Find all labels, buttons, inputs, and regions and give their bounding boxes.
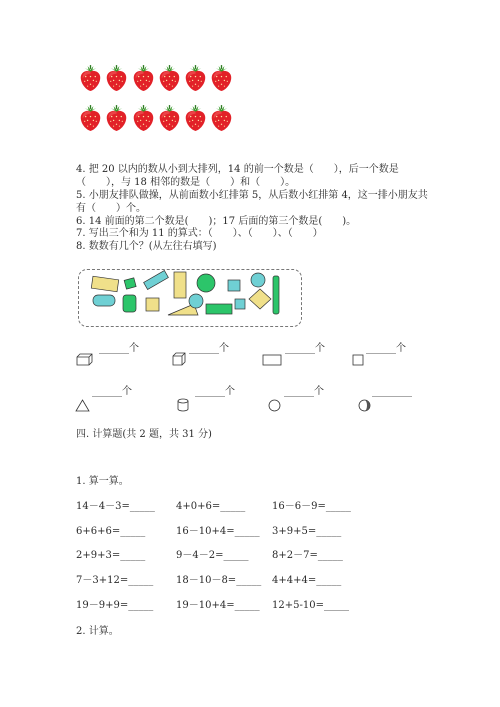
calc-r1-c3: 16－6－9=_____ bbox=[272, 501, 351, 512]
rectangle-icon bbox=[262, 354, 282, 366]
cuboid-icon bbox=[76, 353, 93, 366]
rectangle-shape bbox=[174, 272, 186, 298]
question-4-line-1: 4. 把 20 以内的数从小到大排列，14 的前一个数是（ ），后一个数是 bbox=[76, 164, 399, 175]
question-8: 8. 数数有几个？(从左往右填写) bbox=[76, 241, 217, 252]
strawberry-icon bbox=[105, 105, 128, 132]
rectangle-shape bbox=[91, 276, 118, 292]
cylinder-shape bbox=[93, 295, 115, 306]
question-7: 7. 写出三个和为 11 的算式：（ ）、（ ）、（ ） bbox=[76, 228, 323, 239]
answer-blank-cylinder[interactable]: ______个 bbox=[195, 386, 235, 397]
strawberry-row-1 bbox=[79, 65, 233, 92]
circle-shape bbox=[251, 273, 265, 287]
square-shape bbox=[146, 298, 159, 311]
triangle-icon bbox=[75, 399, 90, 412]
rhombus-shape bbox=[249, 289, 271, 309]
answer-blank-triangle[interactable]: ______个 bbox=[92, 386, 132, 397]
calc-r4-c1: 7－3+12=_____ bbox=[76, 575, 154, 586]
strawberry-icon bbox=[210, 105, 233, 132]
answer-blank-cube[interactable]: ______个 bbox=[189, 343, 229, 354]
strawberry-icon bbox=[79, 105, 102, 132]
calc-r1-c2: 4+0+6=_____ bbox=[176, 501, 246, 512]
square-icon bbox=[352, 354, 364, 366]
cylinder-icon bbox=[177, 398, 189, 412]
section-4-heading: 四. 计算题(共 2 题，共 31 分) bbox=[76, 429, 212, 440]
strawberry-icon bbox=[132, 105, 155, 132]
subquestion-1: 1. 算一算。 bbox=[76, 476, 129, 487]
calc-r1-c1: 14－4－3=_____ bbox=[76, 501, 155, 512]
cube-shape bbox=[124, 278, 136, 289]
shapes-illustration bbox=[78, 269, 302, 327]
strawberry-icon bbox=[210, 65, 233, 92]
sphere-icon bbox=[358, 399, 371, 412]
calc-r4-c3: 4+4+4=_____ bbox=[272, 575, 342, 586]
calc-r3-c3: 8+2－7=_____ bbox=[272, 550, 343, 561]
circle-shape bbox=[189, 294, 203, 308]
question-6: 6. 14 前面的第二个数是( )；17 后面的第三个数是( )。 bbox=[76, 216, 357, 227]
strawberry-icon bbox=[105, 65, 128, 92]
square-shape bbox=[235, 299, 245, 309]
calc-r5-c2: 19－10+4=_____ bbox=[176, 600, 260, 611]
cube-shape bbox=[228, 280, 240, 291]
calc-r3-c2: 9－4－2=_____ bbox=[176, 550, 249, 561]
strawberry-icon bbox=[158, 105, 181, 132]
cylinder-shape bbox=[123, 295, 136, 312]
cube-icon bbox=[172, 352, 186, 366]
subquestion-2: 2. 计算。 bbox=[76, 626, 119, 637]
calc-r2-c1: 6+6+6=_____ bbox=[76, 526, 146, 537]
answer-blank-cuboid[interactable]: ______个 bbox=[99, 343, 139, 354]
calc-r3-c1: 2+9+3=_____ bbox=[76, 550, 146, 561]
strawberry-row-2 bbox=[79, 105, 233, 132]
calc-r2-c3: 3+9+5=_____ bbox=[272, 526, 342, 537]
sphere-shape bbox=[197, 274, 215, 292]
answer-blank-sphere[interactable]: ________ bbox=[372, 386, 412, 397]
calc-r2-c2: 16－10+4=_____ bbox=[176, 526, 260, 537]
question-4-line-2: （ ），与 18 相邻的数是（ ）和（ ）。 bbox=[76, 177, 296, 188]
calc-r4-c2: 18－10－8=_____ bbox=[176, 575, 262, 586]
cuboid-shape bbox=[206, 304, 232, 314]
question-5-line-2: 有（ ）个。 bbox=[76, 203, 146, 214]
strawberry-icon bbox=[158, 65, 181, 92]
strawberry-icon bbox=[79, 65, 102, 92]
answer-blank-square[interactable]: ______个 bbox=[366, 343, 406, 354]
cuboid-shape bbox=[144, 271, 169, 290]
strawberry-icon bbox=[184, 105, 207, 132]
strawberry-icon bbox=[132, 65, 155, 92]
cylinder-shape bbox=[273, 276, 279, 314]
strawberry-icon bbox=[184, 65, 207, 92]
calc-r5-c3: 12+5-10=_____ bbox=[272, 600, 349, 611]
answer-blank-rectangle[interactable]: ______个 bbox=[285, 343, 325, 354]
circle-icon bbox=[268, 399, 281, 412]
question-5-line-1: 5. 小朋友排队做操，从前面数小红排第 5，从后数小红排第 4，这一排小朋友共 bbox=[76, 190, 428, 201]
calc-r5-c1: 19－9+9=_____ bbox=[76, 600, 154, 611]
answer-blank-circle[interactable]: ______个 bbox=[284, 386, 324, 397]
